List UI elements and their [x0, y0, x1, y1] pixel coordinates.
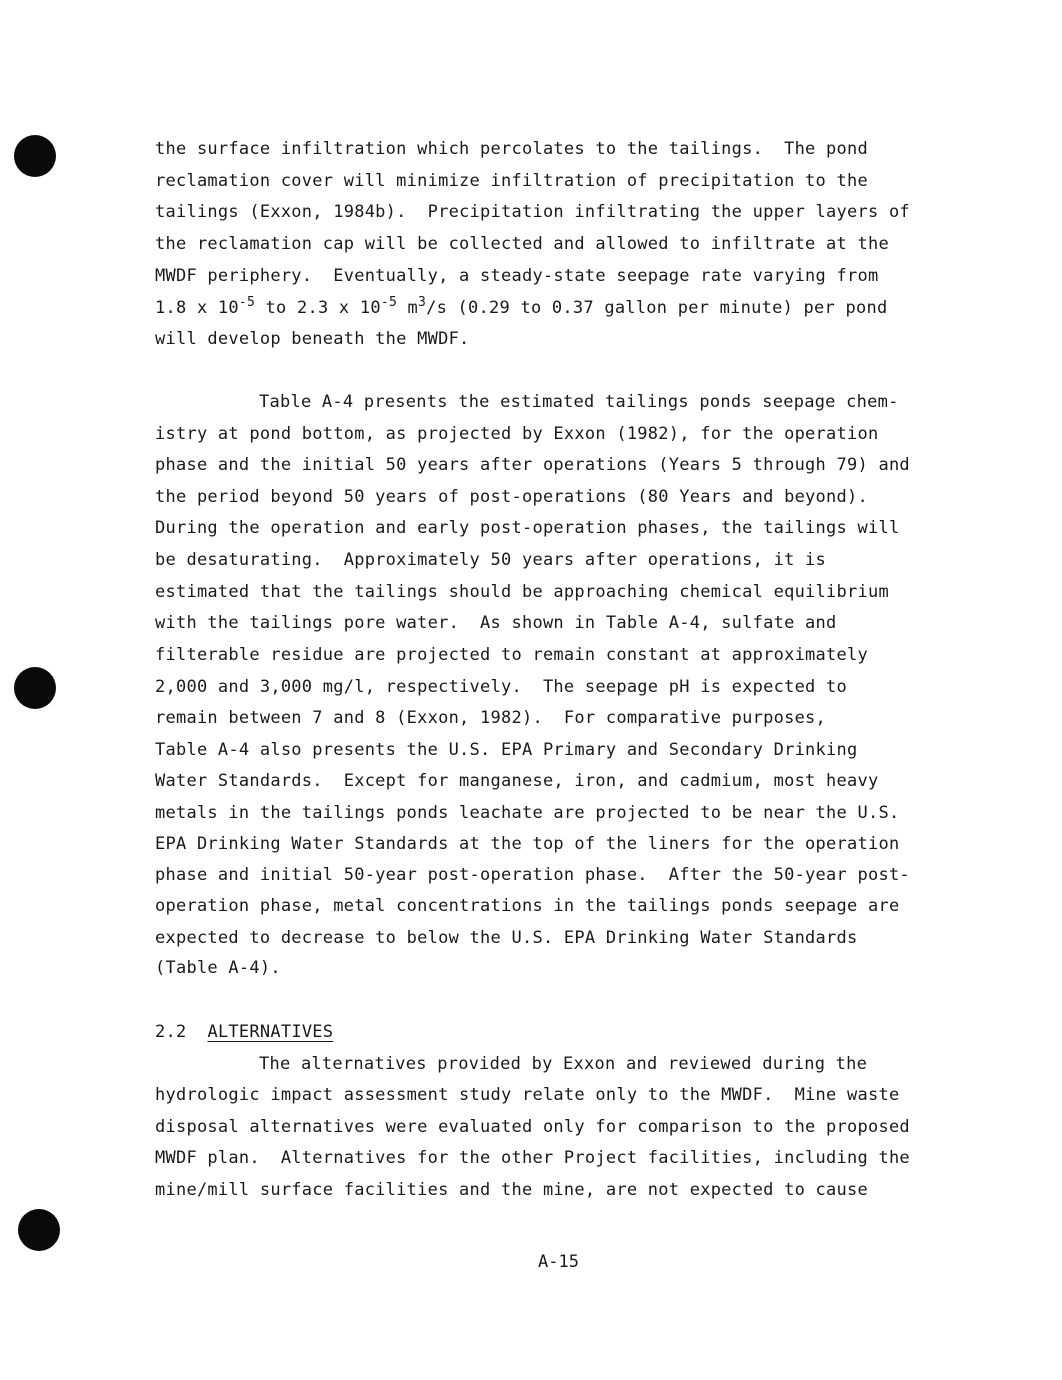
text-line: (Table A-4).	[155, 958, 281, 978]
text-line: expected to decrease to below the U.S. EPA Drinking Water Standards	[155, 928, 858, 948]
text-line: tailings (Exxon, 1984b). Precipitation infiltrating the upper layers of	[155, 202, 910, 222]
binder-hole-top	[14, 135, 56, 177]
section-heading	[155, 1022, 333, 1042]
section-title: ALTERNATIVES	[207, 1022, 334, 1042]
text-line: filterable residue are projected to remain constant at approximately	[155, 645, 868, 665]
text-line: 2,000 and 3,000 mg/l, respectively. The seepage pH is expected to	[155, 677, 848, 697]
text-fragment: to 2.3 x 10	[255, 298, 381, 318]
text-line: the reclamation cap will be collected and allowed to infiltrate at the	[155, 234, 889, 254]
text-line: estimated that the tailings should be approaching chemical equilibrium	[155, 582, 889, 602]
section-number: 2.2	[155, 1022, 187, 1042]
seepage-rate-line	[155, 295, 888, 320]
text-line: phase and the initial 50 years after operations (Years 5 through 79) and	[155, 455, 910, 475]
text-fragment: m	[397, 298, 419, 318]
text-line: EPA Drinking Water Standards at the top of the liners for the operation	[155, 834, 900, 854]
binder-hole-bottom	[18, 1209, 60, 1251]
text-line: reclamation cover will minimize infiltration of precipitation to the	[155, 171, 868, 191]
exponent: -5	[380, 295, 398, 310]
text-line: Table A-4 presents the estimated tailings ponds seepage chem-	[259, 392, 899, 412]
exponent: 3	[418, 295, 427, 310]
page-number: A-15	[538, 1252, 579, 1272]
text-line: metals in the tailings ponds leachate are projected to be near the U.S.	[155, 803, 900, 823]
text-line: hydrologic impact assessment study relate only to the MWDF. Mine waste	[155, 1085, 900, 1105]
text-fragment: /s (0.29 to 0.37 gallon per minute) per pond	[426, 298, 888, 318]
text-line: the period beyond 50 years of post-operations (80 Years and beyond).	[155, 487, 868, 507]
text-line: Table A-4 also presents the U.S. EPA Primary and Secondary Drinking	[155, 740, 858, 760]
text-line: During the operation and early post-operation phases, the tailings will	[155, 518, 900, 538]
text-line: Water Standards. Except for manganese, iron, and cadmium, most heavy	[155, 771, 879, 791]
text-line: MWDF periphery. Eventually, a steady-state seepage rate varying from	[155, 266, 879, 286]
text-line: with the tailings pore water. As shown in Table A-4, sulfate and	[155, 613, 837, 633]
text-line: disposal alternatives were evaluated only for comparison to the proposed	[155, 1117, 910, 1137]
text-line: MWDF plan. Alternatives for the other Project facilities, including the	[155, 1148, 910, 1168]
text-line: be desaturating. Approximately 50 years after operations, it is	[155, 550, 827, 570]
text-line: the surface infiltration which percolates to the tailings. The pond	[155, 139, 868, 159]
text-line: phase and initial 50-year post-operation phase. After the 50-year post-	[155, 865, 910, 885]
exponent: -5	[238, 295, 256, 310]
binder-hole-middle	[14, 667, 56, 709]
text-fragment: 1.8 x 10	[155, 298, 239, 318]
text-line: will develop beneath the MWDF.	[155, 329, 470, 349]
text-line: mine/mill surface facilities and the mine, are not expected to cause	[155, 1180, 868, 1200]
text-line: istry at pond bottom, as projected by Exxon (1982), for the operation	[155, 424, 879, 444]
text-line: The alternatives provided by Exxon and reviewed during the	[259, 1054, 868, 1074]
text-line: remain between 7 and 8 (Exxon, 1982). For comparative purposes,	[155, 708, 827, 728]
text-line: operation phase, metal concentrations in the tailings ponds seepage are	[155, 896, 900, 916]
